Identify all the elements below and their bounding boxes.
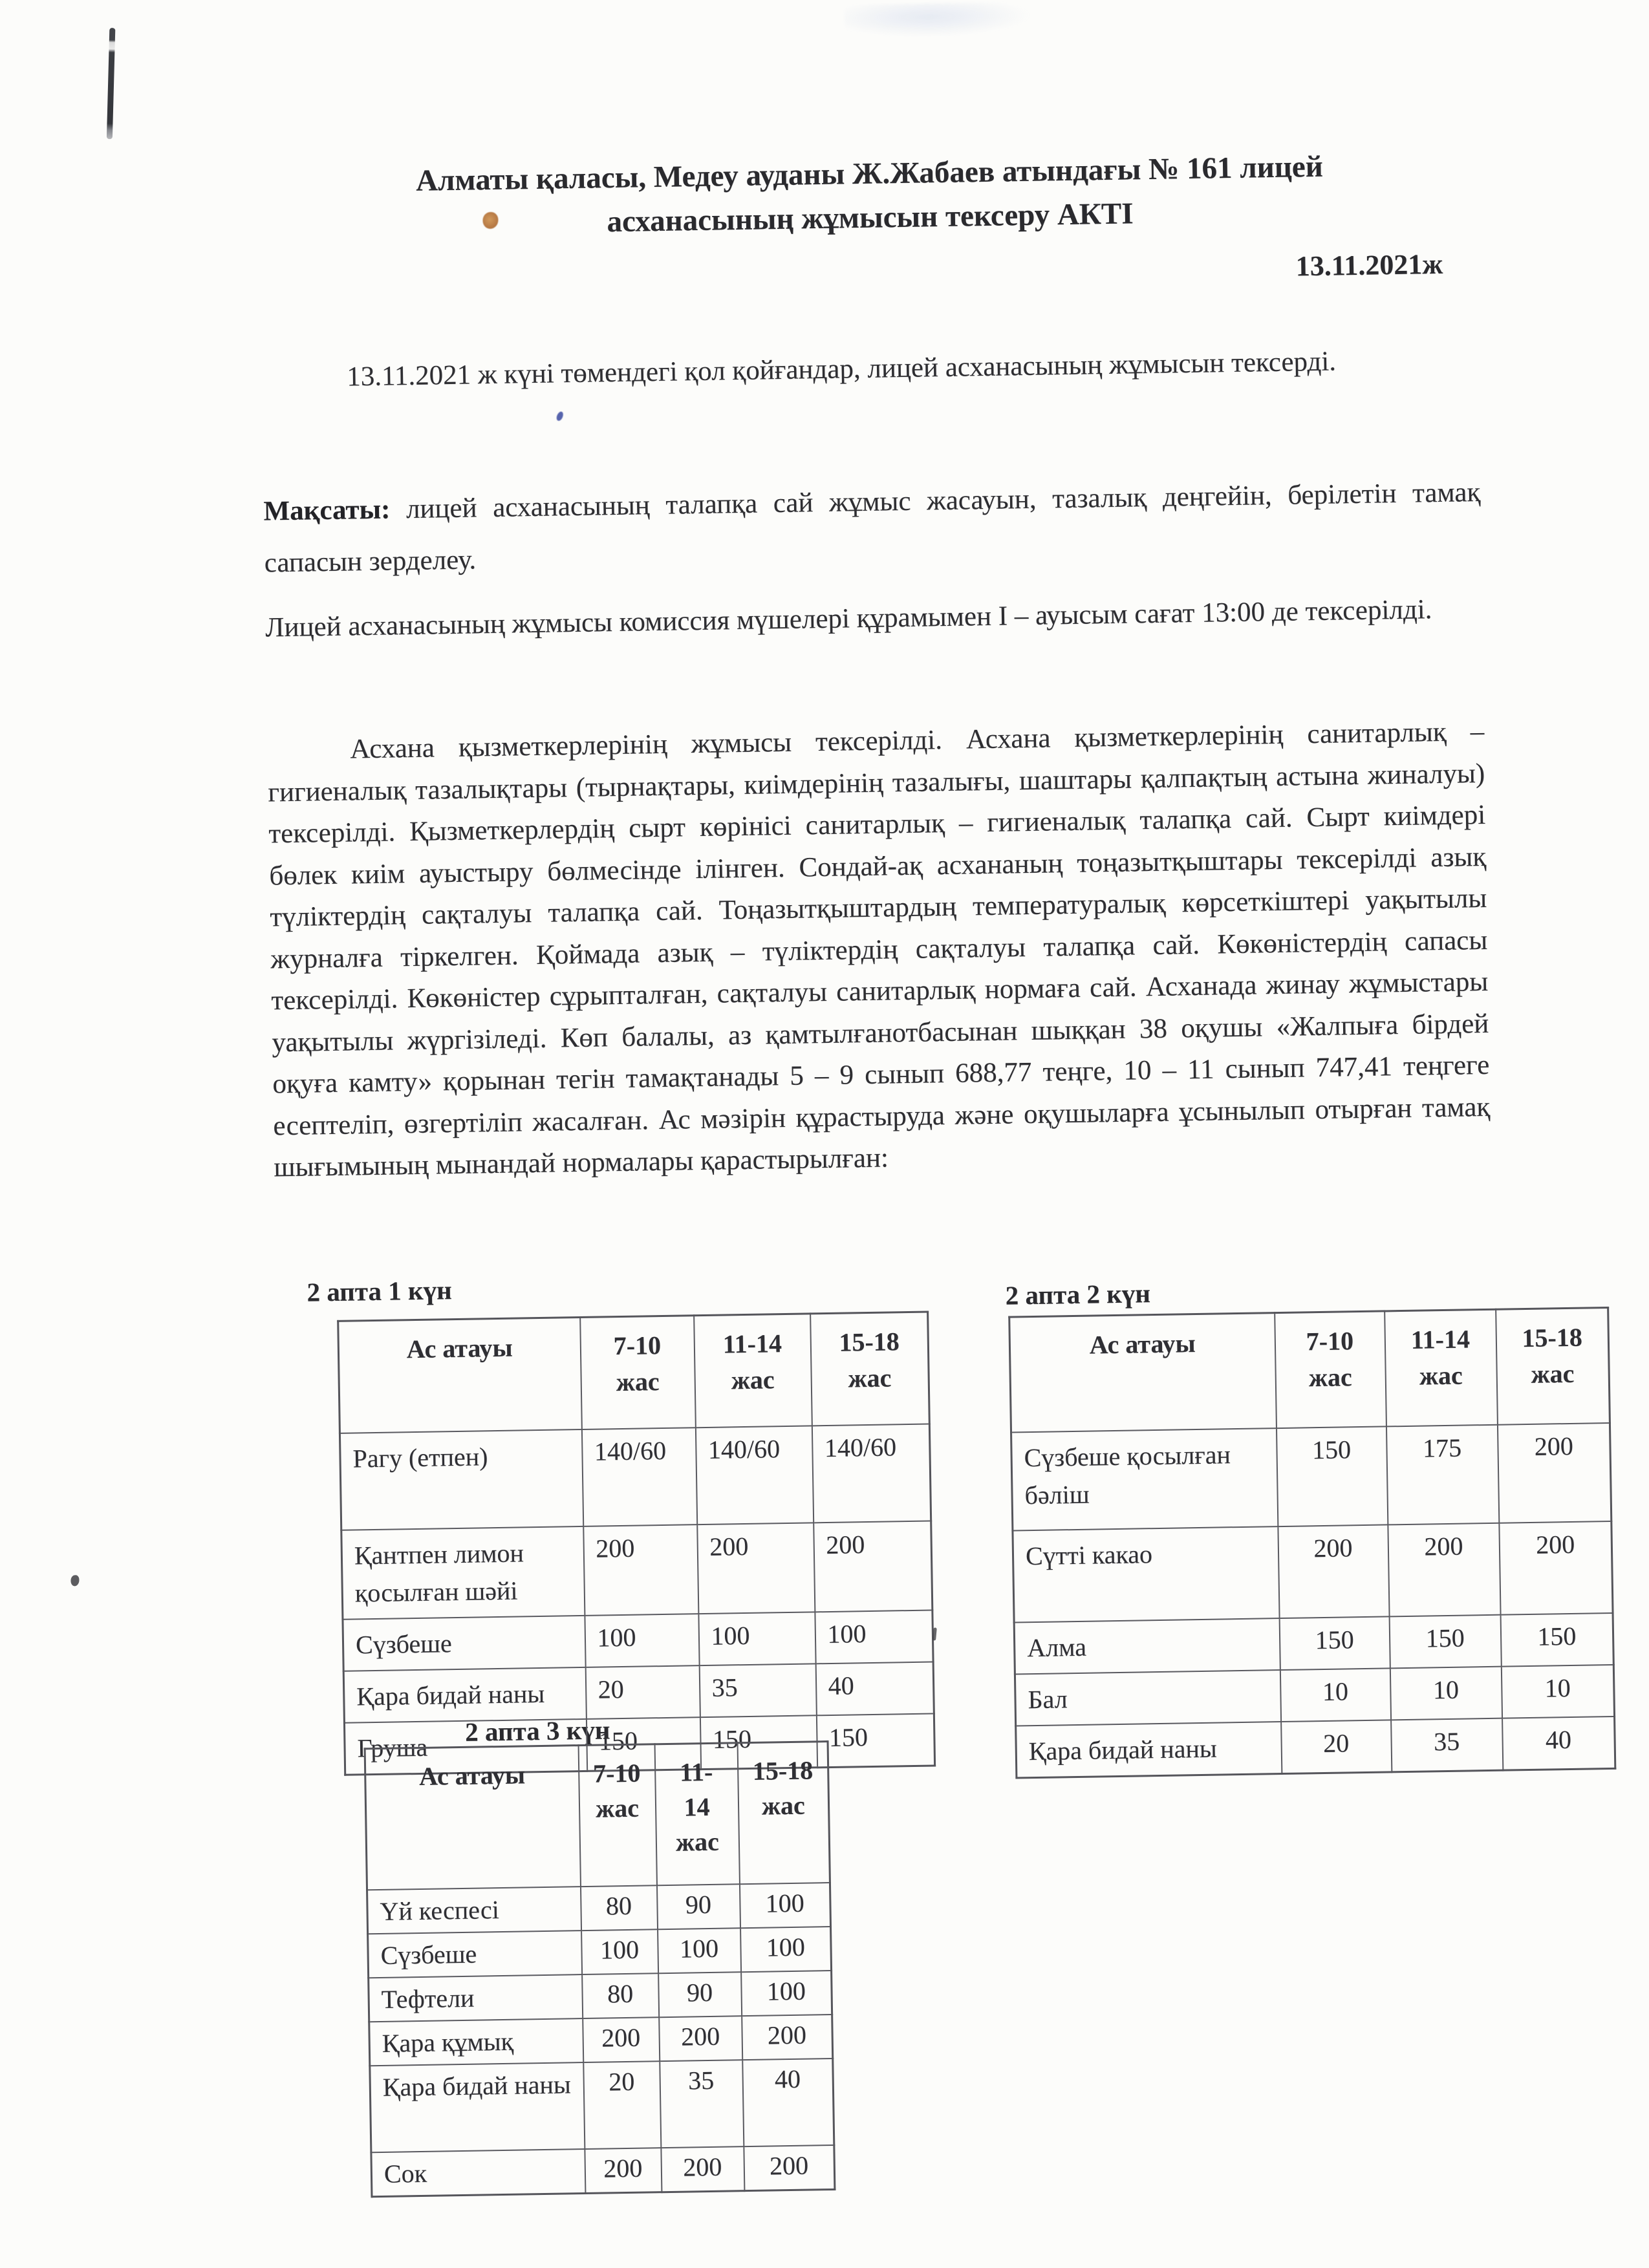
pen-mark-artifact xyxy=(107,28,115,139)
document-date: 13.11.2021ж xyxy=(1295,248,1443,283)
portion-cell: 10 xyxy=(1390,1667,1502,1720)
table-row xyxy=(339,1424,931,1530)
dish-name-cell: Қара бидай наны xyxy=(1016,1722,1282,1778)
portion-cell: 150 xyxy=(816,1713,934,1767)
portion-cell: 80 xyxy=(580,1885,657,1931)
dish-name-cell: Қара бидай наны xyxy=(343,1667,586,1723)
table-row xyxy=(367,1883,831,1934)
column-header-age1: 7-10 жас xyxy=(578,1744,656,1887)
portion-cell: 200 xyxy=(697,1523,815,1614)
portion-cell: 200 xyxy=(1278,1524,1389,1618)
dish-name-cell: Алма xyxy=(1014,1618,1280,1674)
portion-cell: 80 xyxy=(582,1973,659,2018)
table-row xyxy=(343,1662,934,1722)
dish-name-cell: Тефтели xyxy=(369,1974,583,2022)
portion-cell: 40 xyxy=(815,1662,934,1715)
portion-cell: 175 xyxy=(1386,1425,1498,1525)
portion-cell: 35 xyxy=(699,1664,816,1717)
portion-cell: 200 xyxy=(585,2148,662,2193)
portion-cell: 10 xyxy=(1501,1665,1614,1718)
dish-name-cell: Қара бидай наны xyxy=(370,2062,585,2152)
portion-cell: 40 xyxy=(1502,1717,1615,1770)
portion-cell: 100 xyxy=(585,1614,699,1667)
dish-name-cell: Рагу (етпен) xyxy=(339,1429,583,1530)
portion-cell: 200 xyxy=(661,2146,744,2192)
portion-cell: 200 xyxy=(659,2016,742,2061)
dish-name-cell: Сүзбеше xyxy=(343,1616,585,1671)
portion-cell: 140/60 xyxy=(695,1426,813,1524)
portion-cell: 35 xyxy=(1391,1718,1503,1772)
dish-name-cell: Сүзбеше xyxy=(368,1931,582,1978)
purpose-text: лицей асханасының талапқа сай жұмыс жасауын, тазалық деңгейін, берілетін тамақ сапасын зерделеу. xyxy=(264,476,1481,579)
portion-cell: 150 xyxy=(1276,1426,1387,1526)
portion-cell: 20 xyxy=(583,2061,661,2149)
portion-cell: 100 xyxy=(740,1927,832,1972)
portion-cell: 150 xyxy=(1500,1613,1613,1667)
dish-name-cell: Груша xyxy=(344,1719,587,1775)
portion-cell: 200 xyxy=(1499,1521,1613,1615)
portion-cell: 200 xyxy=(814,1521,932,1612)
document-title-line2: асханасының жұмысын тексеру АКТІ xyxy=(607,197,1134,239)
column-header-age3: 15-18 жас xyxy=(810,1312,930,1426)
portion-cell: 10 xyxy=(1280,1668,1390,1722)
header-row xyxy=(1009,1308,1610,1433)
portion-cell: 100 xyxy=(698,1612,815,1665)
scan-smudge xyxy=(844,2,1032,39)
dish-name-cell: Сүтті какао xyxy=(1013,1526,1279,1622)
column-header-age3: 15-18 жас xyxy=(737,1742,830,1885)
portion-cell: 100 xyxy=(741,1971,832,2016)
portion-cell: 200 xyxy=(742,2015,833,2060)
portion-cell: 35 xyxy=(660,2060,744,2148)
portion-cell: 40 xyxy=(742,2059,834,2146)
column-header-dish: Ас атауы xyxy=(365,1746,580,1890)
portion-cell: 20 xyxy=(585,1665,700,1719)
table3-caption: 2 апта 3 күн xyxy=(464,1715,610,1747)
table1-caption: 2 апта 1 күн xyxy=(307,1275,453,1307)
column-header-dish: Ас атауы xyxy=(1009,1313,1277,1433)
dish-name-cell: Үй кеспесі xyxy=(367,1887,581,1934)
table-row xyxy=(370,2059,834,2152)
menu-table-week2-day1 xyxy=(337,1311,936,1776)
stray-mark xyxy=(932,1627,937,1640)
portion-cell: 100 xyxy=(581,1929,658,1974)
portion-cell: 200 xyxy=(744,2145,835,2191)
portion-cell: 150 xyxy=(1279,1616,1390,1670)
menu-table-week2-day3 xyxy=(364,1740,836,2198)
menu-table-week2-day2 xyxy=(1008,1307,1616,1779)
portion-cell: 90 xyxy=(658,1972,742,2017)
portion-cell: 90 xyxy=(656,1884,740,1929)
column-header-age2: 11-14 жас xyxy=(1385,1309,1498,1426)
dish-name-cell: Сок xyxy=(371,2149,585,2197)
column-header-age3: 15-18 жас xyxy=(1496,1308,1610,1425)
table-row xyxy=(1014,1613,1613,1674)
paragraph-shift: Лицей асханасының жұмысы комиссия мүшелері құрамымен І – ауысым сағат 13:00 де тексерілді. xyxy=(264,594,1432,643)
header-row xyxy=(338,1312,930,1433)
portion-cell: 100 xyxy=(739,1883,830,1928)
column-header-age2: 11-14 жас xyxy=(694,1314,812,1428)
portion-cell: 100 xyxy=(658,1928,741,1973)
portion-cell: 140/60 xyxy=(581,1428,696,1526)
table-row xyxy=(1011,1423,1611,1531)
portion-cell: 20 xyxy=(1281,1720,1392,1773)
paragraph-intro: 13.11.2021 ж күні төмендегі қол қойғандар, лицей асханасының жұмысын тексерді. xyxy=(346,346,1337,392)
portion-cell: 150 xyxy=(1389,1615,1501,1669)
ink-speck xyxy=(555,411,565,422)
column-header-age1: 7-10 жас xyxy=(1275,1311,1386,1428)
table-row xyxy=(343,1610,933,1671)
portion-cell: 200 xyxy=(583,1524,698,1616)
portion-cell: 200 xyxy=(1388,1523,1500,1617)
portion-cell: 200 xyxy=(1497,1423,1611,1523)
column-header-age1: 7-10 жас xyxy=(580,1316,696,1429)
table-row xyxy=(1015,1665,1614,1726)
portion-cell: 150 xyxy=(586,1717,700,1771)
paragraph-inspection-body: Асхана қызметкерлерінің жұмысы тексерілді. Асхана қызметкерлерінің санитарлық – гигиеналық тазалықтары (тырнақтары, киімдерінің тазалығы, шаштары қалпақтың астына жиналуы) тексерілді. Қызметкерлердің сырт көрінісі санитарлық – гигиеналық талапқа сай. Сырт киімдері бөлек киім ауыстыру бөлмесінде ілінген. Сондай-ақ асхананың тоңазытқыштары тексерілді азық түліктердің сақталуы талапқа сай. Тоңазытқыштардың температуралық көрсеткіштері уақытылы журналға тіркелген. Қоймада азық – түліктердің сақталуы талапқа сай. Көкөністердің сапасы тексерілді. Көкөністер сұрыпталған, сақталуы санитарлық нормаға сай. Асханада жинау жұмыстары уақытылы жүргізіледі. Көп балалы, аз қамтылғанотбасынан шыққан 38 оқушы «Жалпыға бірдей оқуға камту» қорынан тегін тамақтанады 5 – 9 сынып 688,77 теңге, 10 – 11 сынып 747,41 теңгеге есептеліп, өзгертіліп жасалған. Ас мәзірін құрастыруда және оқушыларға ұсынылып отырған тамақ шығымының мынандай нормалары қарастырылған: xyxy=(267,716,1491,1183)
column-header-dish: Ас атауы xyxy=(338,1317,582,1433)
portion-cell: 140/60 xyxy=(812,1424,931,1523)
table-row xyxy=(368,1927,832,1978)
table-row xyxy=(1016,1717,1615,1778)
table2-caption: 2 апта 2 күн xyxy=(1005,1278,1151,1311)
purpose-label: Мақсаты: xyxy=(263,494,391,527)
table-row xyxy=(369,1971,832,2022)
portion-cell: 150 xyxy=(700,1715,817,1769)
paragraph-purpose xyxy=(263,467,1482,590)
table-row xyxy=(371,2145,835,2197)
ink-dot xyxy=(70,1575,79,1586)
column-header-age2: 11-14 жас xyxy=(654,1743,739,1885)
dish-name-cell: Қара құмық xyxy=(369,2018,583,2066)
table-row xyxy=(369,2015,833,2066)
dish-name-cell: Бал xyxy=(1015,1670,1280,1726)
document-title-line1: Алматы қаласы, Медеу ауданы Ж.Жабаев атындағы № 161 лицей xyxy=(415,149,1324,198)
table-row xyxy=(341,1521,932,1620)
table-row xyxy=(1013,1521,1613,1623)
dish-name-cell: Сүзбеше қосылған бәліш xyxy=(1011,1428,1278,1530)
portion-cell: 200 xyxy=(583,2017,660,2062)
header-row xyxy=(365,1742,830,1890)
document-title xyxy=(103,140,1637,251)
portion-cell: 100 xyxy=(815,1610,933,1664)
dish-name-cell: Қантпен лимон қосылған шәйі xyxy=(341,1526,585,1620)
